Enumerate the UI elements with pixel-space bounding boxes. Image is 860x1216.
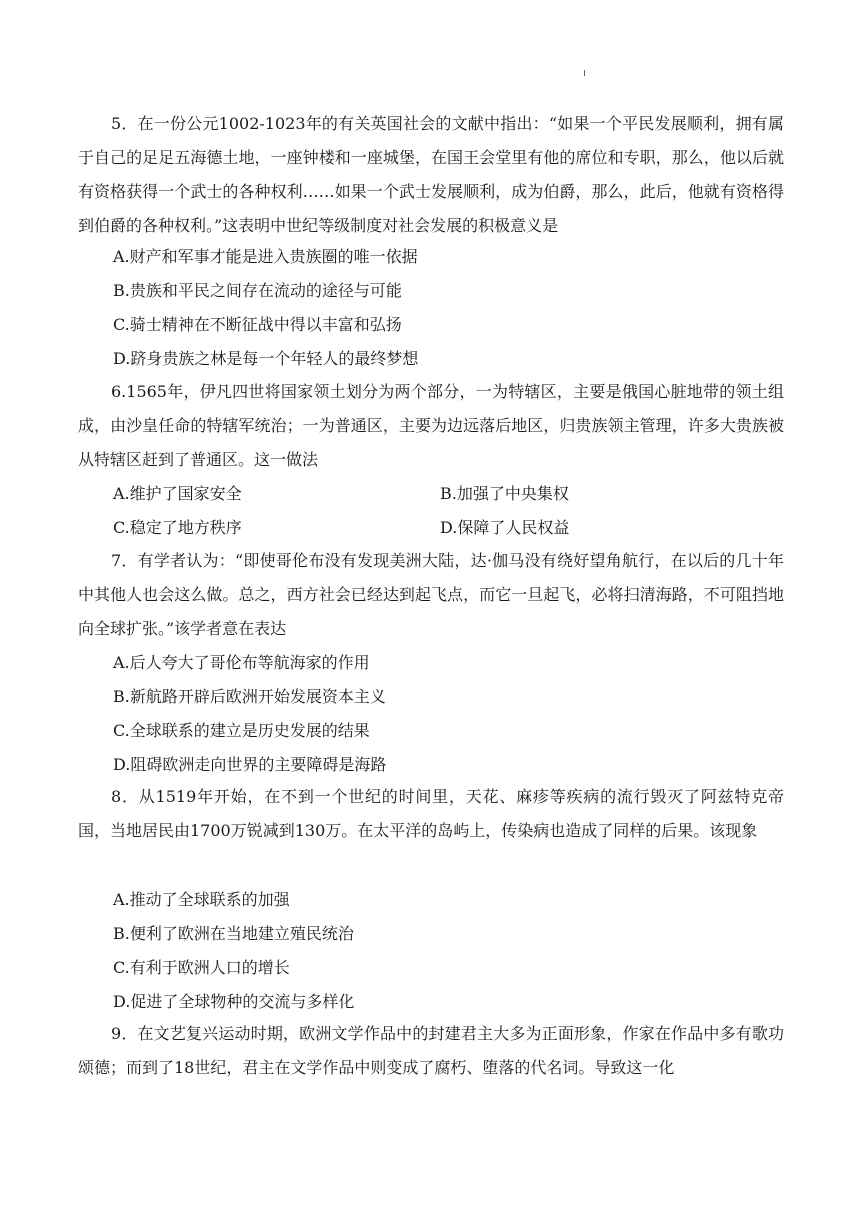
question-7-option-b: B.新航路开辟后欧洲开始发展资本主义: [113, 687, 386, 706]
question-5-option-a: A.财产和军事才能是进入贵族圈的唯一依据: [113, 247, 418, 266]
question-8-option-b: B.便利了欧洲在当地建立殖民统治: [113, 924, 354, 943]
question-8-option-c: C.有利于欧洲人口的增长: [113, 958, 290, 977]
question-7-option-c: C.全球联系的建立是历史发展的结果: [113, 721, 370, 740]
question-6-option-c: C.稳定了地方秩序: [113, 518, 242, 537]
question-6-option-a: A.维护了国家安全: [113, 484, 242, 503]
question-6-option-b: B.加强了中央集权: [440, 484, 569, 503]
question-5-stem: 5．在一份公元1002-1023年的有关英国社会的文献中指出：“如果一个平民发展顺利，拥有属于自己的足足五海德土地，一座钟楼和一座城堡，在国王会堂里有他的席位和专职，那么，他以后就有资格获得一个武士的各种权利……如果一个武士发展顺利，成为伯爵，那么，此后，他就有资格得到伯爵的各种权利。”这表明中世纪等级制度对社会发展的积极意义是: [78, 114, 784, 235]
question-8-stem: 8．从1519年开始，在不到一个世纪的时间里，天花、麻疹等疾病的流行毁灭了阿兹特克帝国，当地居民由1700万锐减到130万。在太平洋的岛屿上，传染病也造成了同样的后果。该现象: [78, 787, 784, 840]
question-5: [78, 107, 784, 243]
question-7-stem: 7．有学者认为：“即使哥伦布没有发现美洲大陆，达·伽马没有绕好望角航行，在以后的几十年中其他人也会这么做。总之，西方社会已经达到起飞点，而它一旦起飞，必将扫清海路，不可阻挡地向全球扩张。”该学者意在表达: [78, 551, 784, 638]
question-5-option-b: B.贵族和平民之间存在流动的途径与可能: [113, 281, 402, 300]
question-7-option-a: A.后人夸大了哥伦布等航海家的作用: [113, 653, 370, 672]
question-5-option-d: D.跻身贵族之林是每一个年轻人的最终梦想: [113, 349, 419, 368]
question-7-option-d: D.阻碍欧洲走向世界的主要障碍是海路: [113, 755, 387, 774]
question-8: [78, 780, 784, 848]
question-9-stem: 9．在文艺复兴运动时期，欧洲文学作品中的封建君主大多为正面形象，作家在作品中多有歌功颂德；而到了18世纪，君主在文学作品中则变成了腐朽、堕落的代名词。导致这一化: [78, 1024, 784, 1077]
question-6-option-d: D.保障了人民权益: [440, 518, 570, 537]
question-5-option-c: C.骑士精神在不断征战中得以丰富和弘扬: [113, 315, 402, 334]
question-6: [78, 375, 784, 477]
question-9: [78, 1017, 784, 1085]
question-8-option-a: A.推动了全球联系的加强: [113, 890, 290, 909]
page-mark: [584, 70, 585, 76]
question-8-option-d: D.促进了全球物种的交流与多样化: [113, 992, 355, 1011]
question-7: [78, 544, 784, 646]
question-6-stem: 6.1565年，伊凡四世将国家领土划分为两个部分，一为特辖区，主要是俄国心脏地带的领土组成，由沙皇任命的特辖军统治；一为普通区，主要为边远落后地区，归贵族领主管理，许多大贵族被从特辖区赶到了普通区。这一做法: [78, 382, 784, 469]
